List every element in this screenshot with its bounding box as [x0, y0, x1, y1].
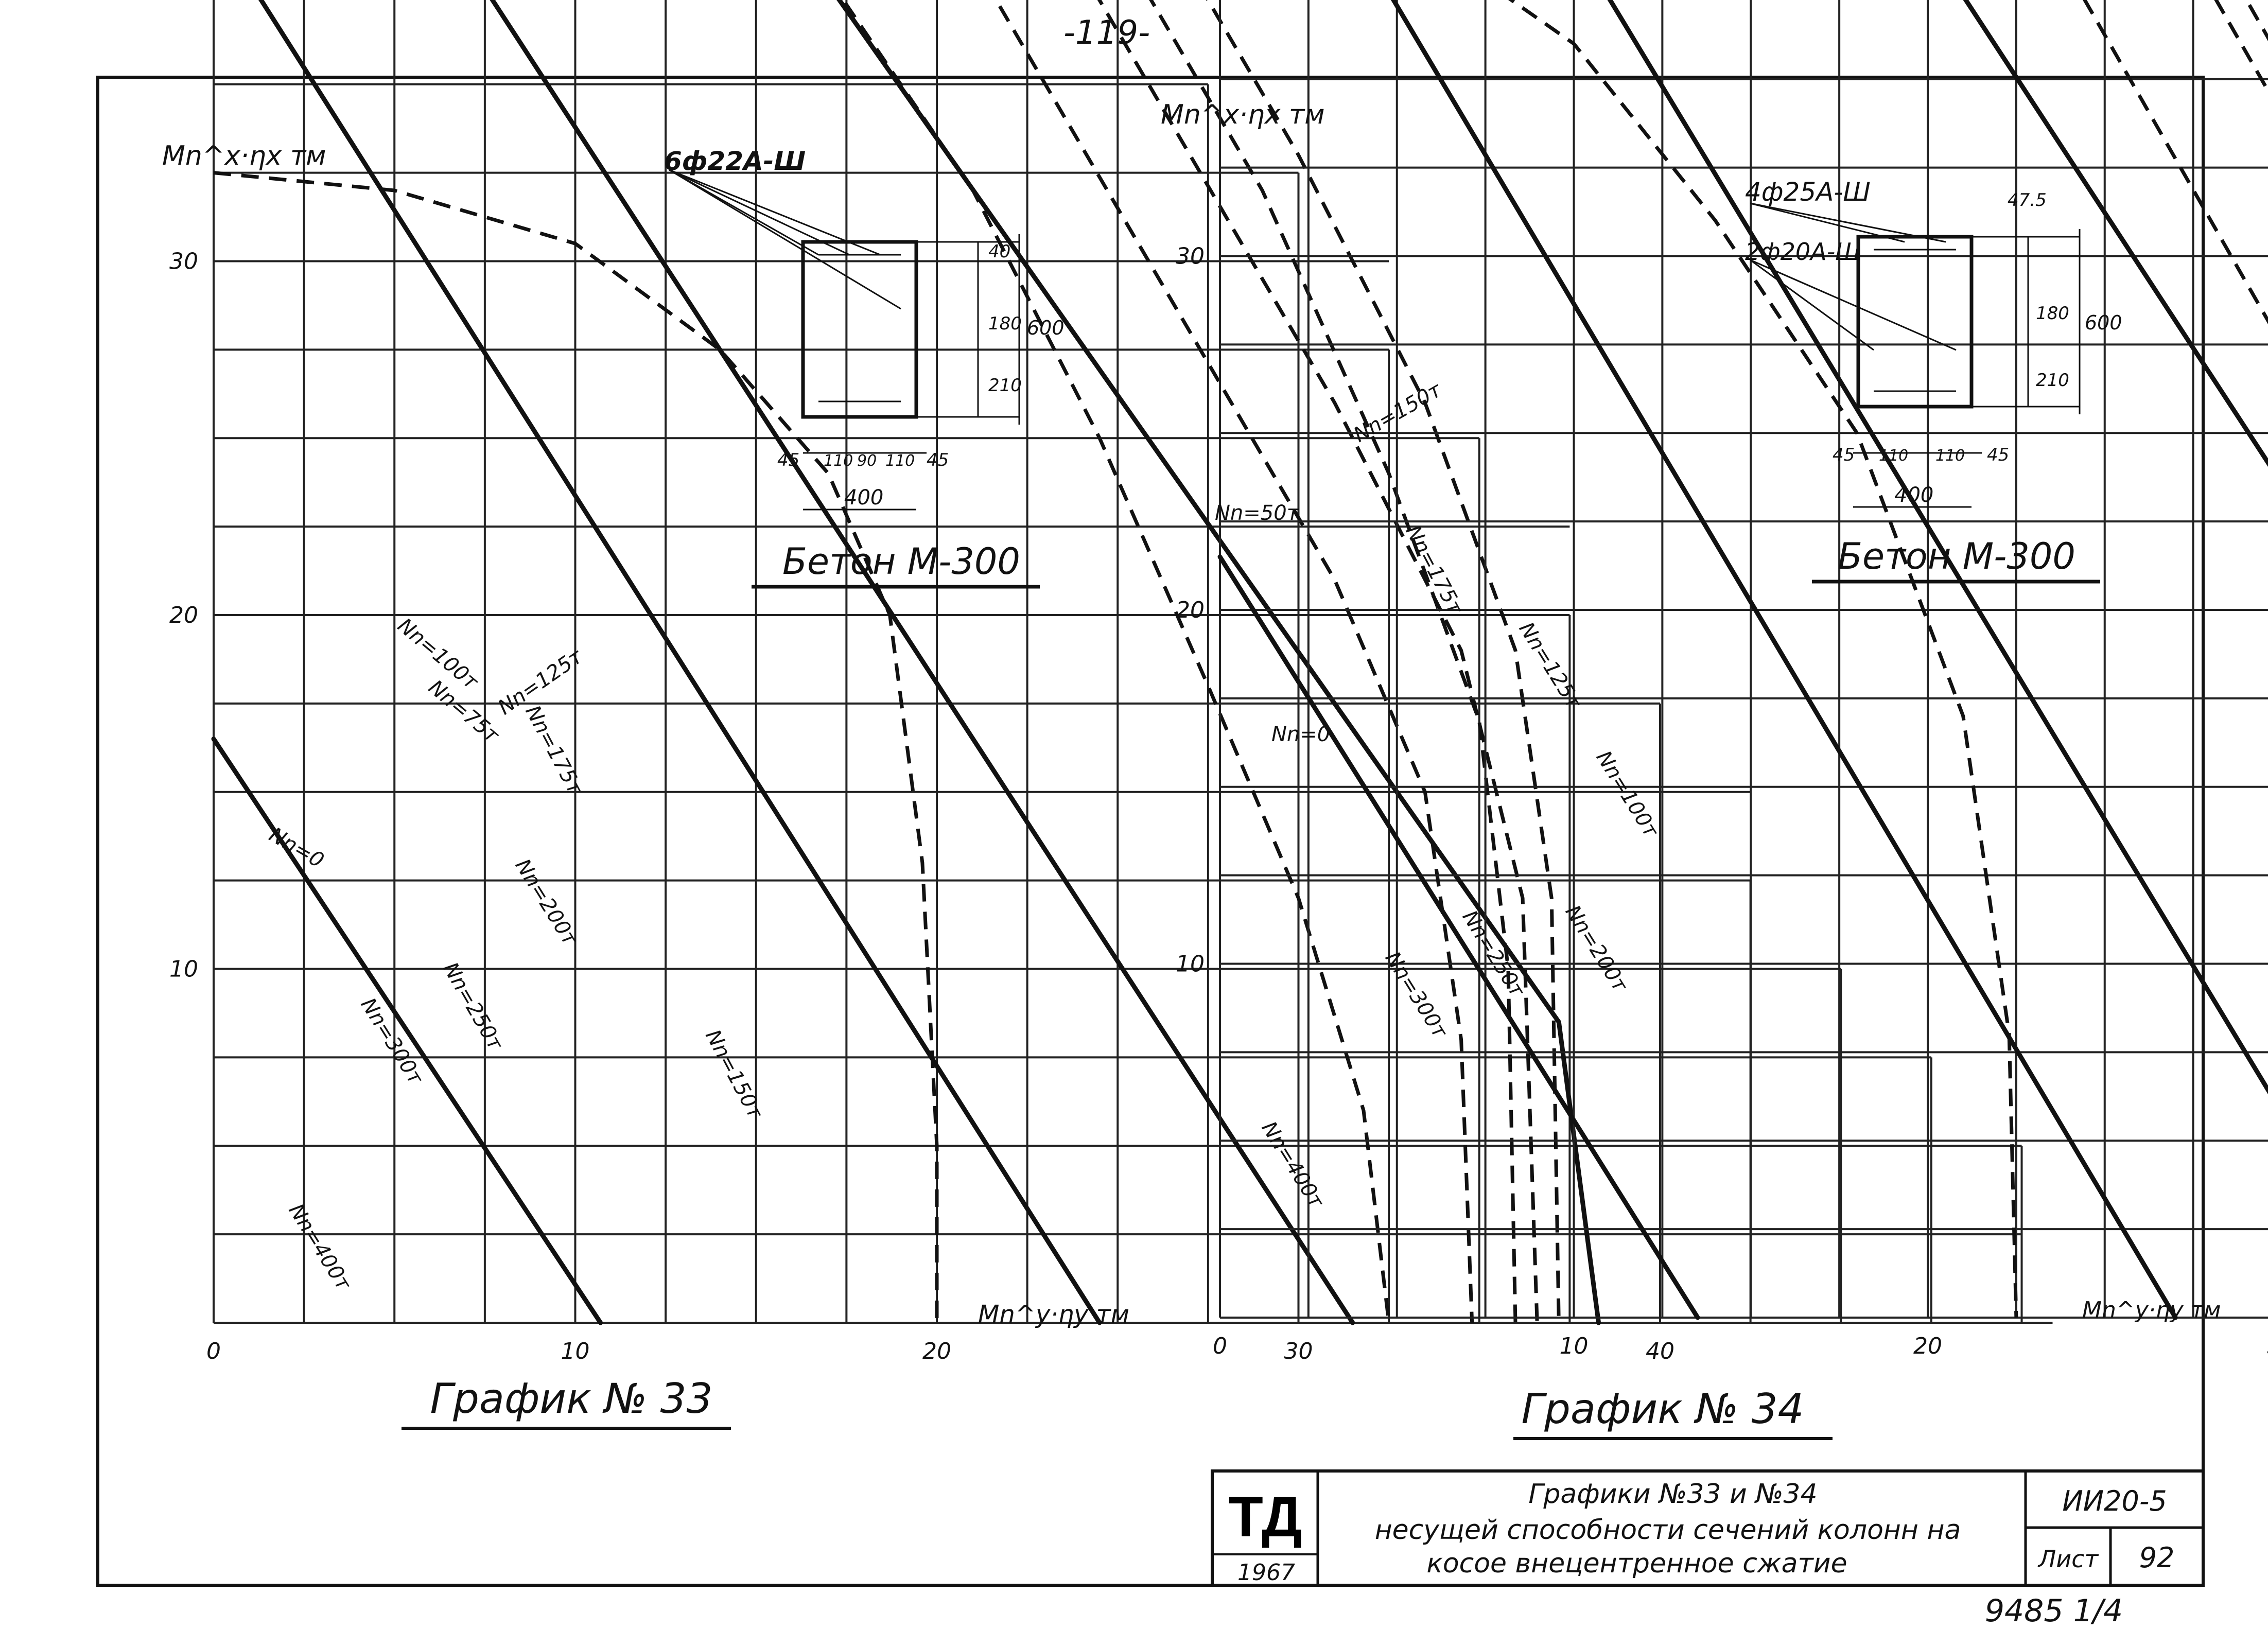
- series-label: Nn=0: [265, 822, 328, 873]
- chart-33-ylabel: Mn^x·ηx тм: [162, 141, 326, 171]
- y-tick-label: 30: [1176, 243, 1205, 270]
- concrete-label-33: Бетон М-300: [782, 540, 1020, 583]
- x-tick-label: 0: [1213, 1333, 1227, 1359]
- series-label: Nn=75т: [424, 675, 504, 748]
- series-line: [1220, 0, 2016, 1318]
- y-tick-label: 20: [1176, 597, 1205, 623]
- x-tick-label: 0: [206, 1338, 221, 1364]
- series-line: [1220, 0, 2268, 1318]
- x-tick-label: 40: [1646, 1338, 1674, 1364]
- reinforcement-label-33: 6ф22А-Ш: [664, 146, 806, 176]
- series-label: Nn=100т: [1591, 746, 1663, 842]
- series-label: Nn=125т: [494, 644, 587, 720]
- chart-34-grid: [1220, 0, 2268, 1318]
- series-label: Nn=200т: [510, 854, 582, 950]
- series-line: [1220, 0, 2268, 1318]
- chart-33-xlabel: Mn^y·ηy тм: [978, 1300, 1129, 1329]
- svg-text:400: 400: [1894, 483, 1934, 507]
- sheet-number: 9485 1/4: [1984, 1593, 2123, 1629]
- series-line: [1220, 0, 2268, 1318]
- chart-34: [1161, 0, 2268, 1439]
- x-tick-label: 10: [1559, 1333, 1589, 1359]
- series-label: Nn=175т: [1401, 521, 1468, 619]
- doc-code: ИИ20-5: [2062, 1485, 2167, 1517]
- sheet-no: 92: [2139, 1541, 2175, 1574]
- svg-text:210: 210: [2036, 370, 2069, 391]
- x-tick-label: 20: [1913, 1333, 1942, 1359]
- block-title-line1: Графики №33 и №34: [1528, 1479, 1818, 1510]
- series-label: Nn=250т: [1457, 906, 1529, 1002]
- svg-text:110: 110: [885, 452, 915, 470]
- chart-33-title: График № 33: [430, 1375, 713, 1423]
- svg-text:45: 45: [1833, 445, 1855, 465]
- svg-text:400: 400: [844, 486, 884, 510]
- y-tick-label: 30: [169, 248, 198, 275]
- series-label: Nn=150т: [1350, 378, 1446, 447]
- chart-34-series: [1215, 0, 2268, 1318]
- svg-text:180: 180: [988, 313, 1022, 334]
- x-tick-label: 30: [1284, 1338, 1313, 1364]
- logo: ТД: [1228, 1485, 1302, 1549]
- series-label: Nn=0: [1271, 723, 1331, 746]
- block-title-line2: несущей способности сечений колонн на: [1374, 1515, 1961, 1546]
- svg-text:210: 210: [988, 375, 1022, 396]
- chart-33: [162, 0, 2053, 1428]
- chart-34-title: График № 34: [1521, 1385, 1804, 1433]
- series-label: Nn=300т: [1380, 947, 1452, 1043]
- series-label: Nn=125т: [1514, 618, 1586, 713]
- reinforcement-label-34-top: 4ф25А-Ш: [1745, 177, 1871, 207]
- series-line: [1220, 0, 2268, 1318]
- x-tick-label: 20: [922, 1338, 951, 1364]
- series-label: Nn=150т: [701, 1026, 767, 1123]
- series-label: Nn=400т: [1257, 1117, 1329, 1213]
- page-number: -119-: [1063, 14, 1150, 52]
- series-line: [1220, 0, 2268, 1318]
- svg-text:600: 600: [2085, 311, 2122, 334]
- sheet-label: Лист: [2038, 1545, 2099, 1573]
- series-line: [214, 0, 1515, 1323]
- series-line: [214, 0, 1389, 1323]
- y-tick-label: 10: [1176, 951, 1205, 977]
- series-label: Nn=300т: [356, 993, 428, 1089]
- series-label: Nn=200т: [1560, 901, 1632, 996]
- series-label: Nn=175т: [520, 702, 587, 799]
- svg-text:110: 110: [824, 452, 853, 470]
- chart-33-section: [664, 146, 1065, 587]
- year: 1967: [1237, 1560, 1295, 1586]
- chart-34-xlabel: Mn^y·ηy тм: [2082, 1297, 2221, 1323]
- series-label: Nn=50т: [1215, 501, 1299, 525]
- svg-text:45: 45: [777, 450, 800, 470]
- series-line: [1220, 0, 2268, 1318]
- svg-text:45: 45: [927, 450, 949, 470]
- series-line: [1220, 557, 1698, 1318]
- svg-text:47.5: 47.5: [2008, 190, 2047, 211]
- series-line: [214, 0, 1537, 1323]
- block-title-line3: косое внецентренное сжатие: [1426, 1548, 1847, 1579]
- svg-text:45: 45: [1987, 445, 2010, 465]
- chart-34-ylabel: Mn^x·ηx тм: [1161, 99, 1325, 130]
- reinforcement-label-34-side: 2ф20А-Ш: [1745, 238, 1861, 266]
- series-line: [214, 0, 1100, 1323]
- x-tick-label: 10: [561, 1338, 590, 1364]
- svg-text:110: 110: [1879, 447, 1909, 465]
- chart-33-series: [214, 0, 1599, 1323]
- svg-text:110: 110: [1935, 447, 1965, 465]
- series-label: Nn=250т: [438, 958, 508, 1055]
- y-tick-label: 10: [169, 956, 198, 983]
- svg-text:40: 40: [988, 241, 1011, 262]
- y-tick-label: 20: [169, 602, 198, 628]
- svg-text:600: 600: [1027, 317, 1065, 339]
- series-line: [1220, 0, 2268, 1318]
- svg-text:180: 180: [2036, 303, 2069, 324]
- concrete-label-34: Бетон М-300: [1838, 535, 2075, 577]
- svg-text:90: 90: [857, 452, 877, 470]
- series-label: Nn=400т: [284, 1199, 356, 1295]
- title-block: [1212, 1471, 2203, 1586]
- series-label: Nn=100т: [393, 614, 483, 694]
